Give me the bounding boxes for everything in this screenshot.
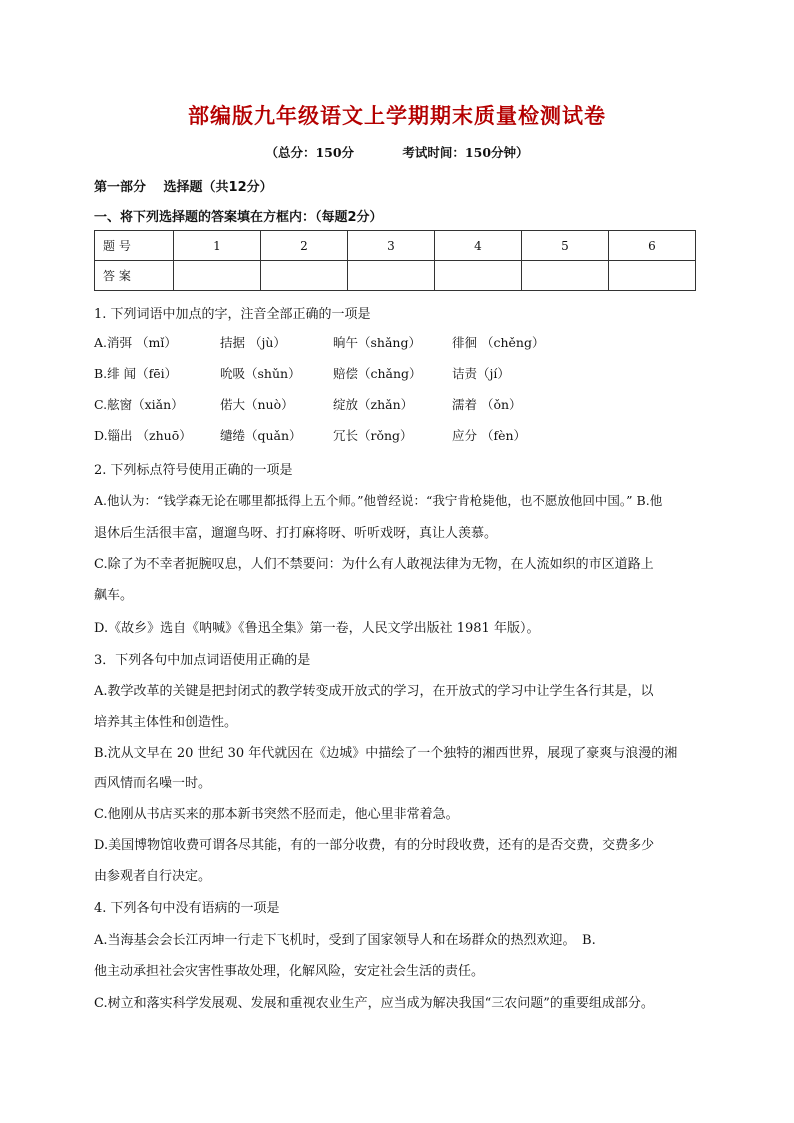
q1-option: 赔偿（chǎng） — [333, 366, 422, 381]
question-number: 5 — [522, 231, 609, 261]
q1-option: B.绯 闻（fēi） — [94, 366, 178, 381]
row-label-number: 题 号 — [95, 231, 174, 261]
q3-option-d: D.美国博物馆收费可谓各尽其能，有的一部分收费，有的分时段收费，还有的是否交费，交费多少 — [94, 838, 655, 853]
question-number: 4 — [435, 231, 522, 261]
total-score: （总分：150分 — [265, 145, 355, 160]
q1-option: A.消弭 （mǐ） — [94, 335, 177, 350]
q3-option-b-cont: 西风情而名噪一时。 — [94, 776, 212, 791]
answer-cell[interactable] — [261, 261, 348, 291]
q1-option: 缱绻（quǎn） — [220, 428, 302, 443]
q2-stem: 2. 下列标点符号使用正确的一项是 — [94, 463, 293, 478]
q3-stem: 3．下列各句中加点词语使用正确的是 — [94, 653, 311, 668]
question-number: 3 — [348, 231, 435, 261]
row-label-answer: 答 案 — [95, 261, 174, 291]
q1-option: 吮吸（shǔn） — [220, 366, 301, 381]
answer-table — [94, 230, 696, 291]
answer-cell[interactable] — [435, 261, 522, 291]
q1-option: 晌午（shǎng） — [333, 335, 421, 350]
q1-option: 应分 （fèn） — [452, 428, 527, 443]
q4-stem: 4. 下列各句中没有语病的一项是 — [94, 901, 280, 916]
exam-subtitle — [0, 143, 794, 161]
table-row — [95, 261, 696, 291]
q2-option-c: C.除了为不幸者扼腕叹息，人们不禁要问：为什么有人敢视法律为无物，在人流如织的市区道路上 — [94, 557, 654, 572]
q1-option: 徘徊 （chěng） — [452, 335, 545, 350]
q1-option: C.舷窗（xiǎn） — [94, 397, 184, 412]
question-number: 1 — [174, 231, 261, 261]
q4-option-a: A.当海基会会长江丙坤一行走下飞机时，受到了国家领导人和在场群众的热烈欢迎。 B. — [94, 933, 596, 948]
exam-time: 考试时间：150分钟） — [402, 145, 529, 160]
q1-option: 绽放（zhǎn） — [333, 397, 414, 412]
answer-cell[interactable] — [522, 261, 609, 291]
answer-cell[interactable] — [348, 261, 435, 291]
q2-option-a: A.他认为：“钱学森无论在哪里都抵得上五个师。”他曾经说：“我宁肯枪毙他，也不愿放他回中国。” B.他 — [94, 493, 663, 508]
answer-cell[interactable] — [609, 261, 696, 291]
q3-option-c: C.他刚从书店买来的那本新书突然不胫而走，他心里非常着急。 — [94, 807, 459, 822]
q3-option-d-cont: 由参观者自行决定。 — [94, 869, 212, 884]
q3-option-a: A.教学改革的关键是把封闭式的教学转变成开放式的学习，在开放式的学习中让学生各行其是，以 — [94, 684, 654, 699]
q3-option-a-cont: 培养其主体性和创造性。 — [94, 715, 238, 730]
q4-option-c: C.树立和落实科学发展观、发展和重视农业生产，应当成为解决我国“三农问题”的重要组成部分。 — [94, 996, 654, 1011]
section1-instructions: 一、将下列选择题的答案填在方框内：（每题2分） — [94, 210, 383, 225]
q3-option-b: B.沈从文早在 20 世纪 30 年代就因在《边城》中描绘了一个独特的湘西世界，展现了豪爽与浪漫的湘 — [94, 746, 678, 761]
question-number: 2 — [261, 231, 348, 261]
answer-cell[interactable] — [174, 261, 261, 291]
q1-option: 濡着 （ǒn） — [452, 397, 522, 412]
q1-option: 偌大（nuò） — [220, 397, 294, 412]
q1-option: 冗长（rǒng） — [333, 428, 413, 443]
q2-option-b: 退休后生活很丰富，遛遛鸟呀、打打麻将呀、听听戏呀，真让人羡慕。 — [94, 526, 498, 541]
question-number: 6 — [609, 231, 696, 261]
page-title: 部编版九年级语文上学期期末质量检测试卷 — [188, 104, 606, 128]
q1-option: 诘责（jí） — [452, 366, 510, 381]
q2-option-c-cont: 飙车。 — [94, 588, 134, 603]
q1-stem: 1. 下列词语中加点的字，注音全部正确的一项是 — [94, 307, 371, 322]
q4-option-b: 他主动承担社会灾害性事故处理，化解风险，安定社会生活的责任。 — [94, 964, 485, 979]
q1-option: 拮据 （jù） — [220, 335, 286, 350]
table-row — [95, 231, 696, 261]
part1-heading: 第一部分 选择题（共12分） — [94, 180, 273, 195]
q1-option: D.锱出 （zhuō） — [94, 428, 192, 443]
q2-option-d: D.《故乡》选自《呐喊》《鲁迅全集》第一卷，人民文学出版社 1981 年版）。 — [94, 621, 540, 636]
